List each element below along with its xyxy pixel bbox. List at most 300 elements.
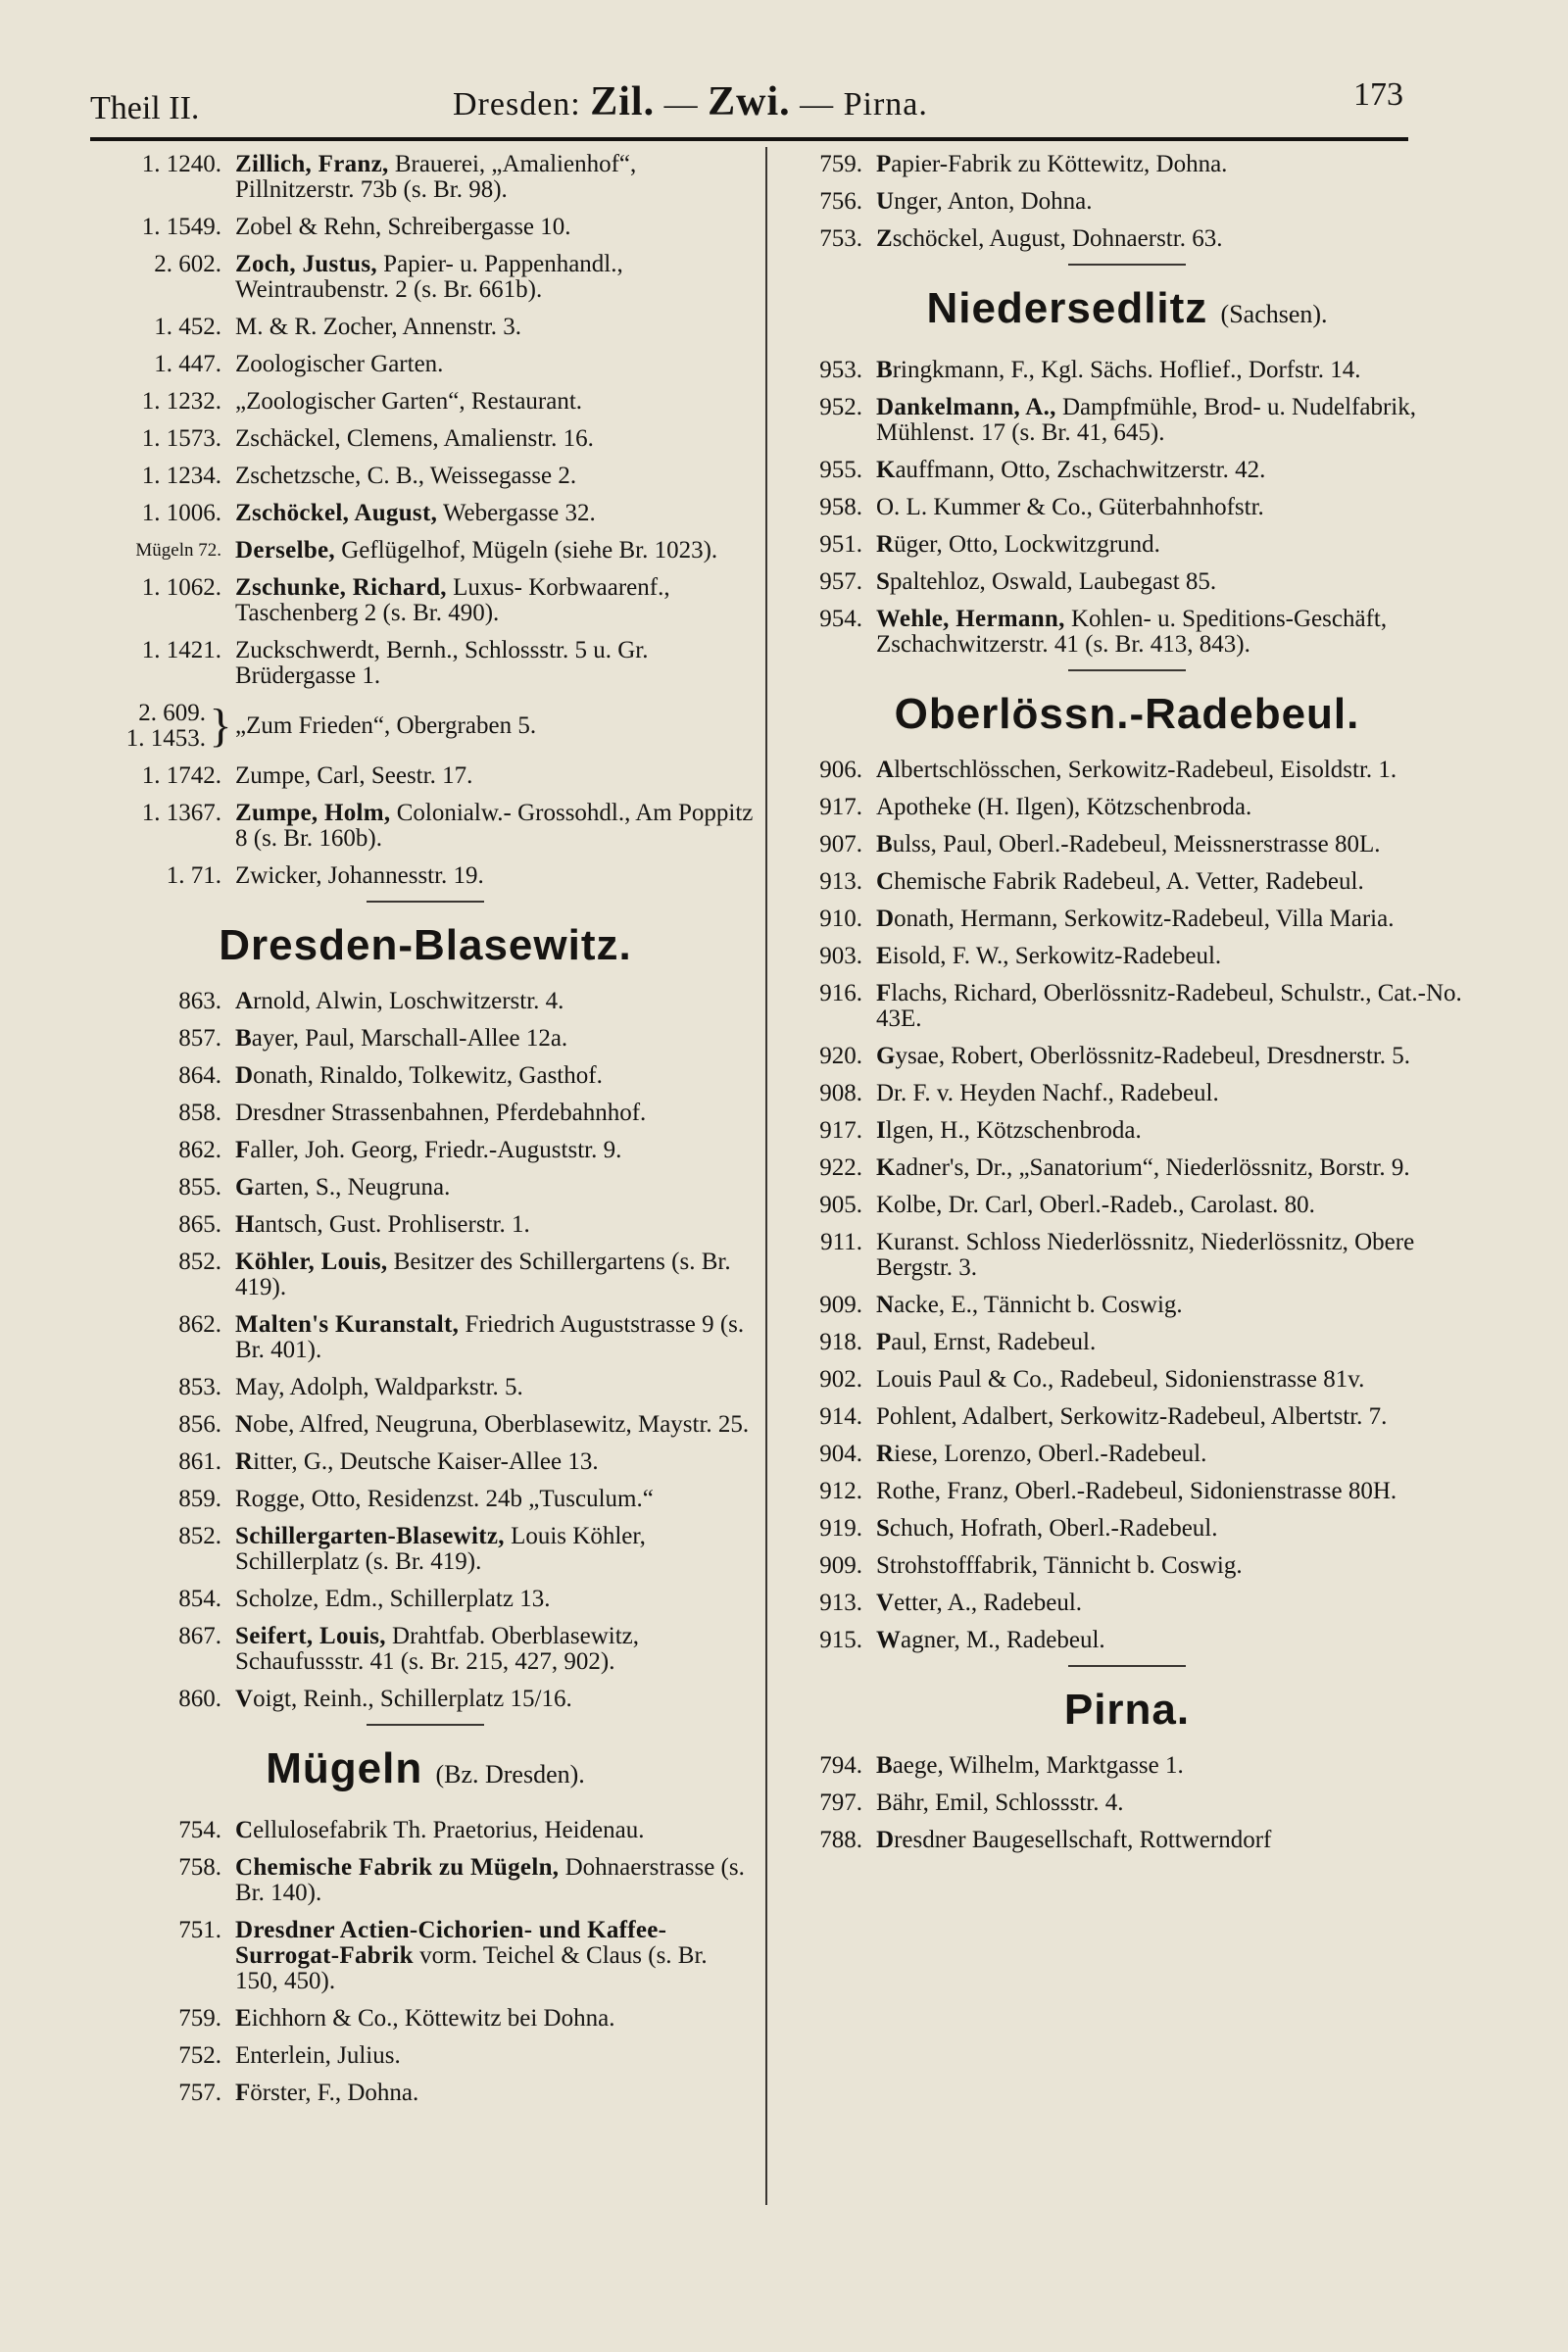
- entry-text: [876, 1828, 1470, 1853]
- entry-number: 903.: [819, 943, 862, 969]
- entry-detail: üger, Otto, Lockwitzgrund.: [894, 531, 1160, 558]
- directory-entry: [784, 1404, 1470, 1430]
- entry-name: Zschunke, Richard,: [235, 574, 447, 601]
- directory-entry: [784, 1553, 1470, 1579]
- entry-number: 862.: [178, 1311, 221, 1338]
- directory-entry: [784, 1367, 1470, 1393]
- entry-text: [235, 863, 755, 889]
- entry-text: [235, 1449, 755, 1475]
- entry-number: 918.: [819, 1329, 862, 1355]
- entry-number: 853.: [178, 1374, 221, 1400]
- entry-text: [876, 869, 1470, 895]
- entry-initial: R: [235, 1448, 254, 1475]
- entry-detail: Luxus- Korbwaarenf., Taschenberg 2 (s. Br. 490).: [235, 574, 670, 626]
- entry-initial: G: [876, 1043, 896, 1069]
- entry-initial: B: [876, 357, 893, 383]
- directory-entry: [96, 2081, 755, 2106]
- directory-entry: [784, 1193, 1470, 1218]
- directory-entry: [96, 1855, 755, 1906]
- entry-initial: F: [876, 980, 892, 1006]
- entry-name: Seifert, Louis,: [235, 1623, 386, 1649]
- directory-entry: [96, 1587, 755, 1612]
- entry-number: 913.: [819, 868, 862, 895]
- entry-text: [876, 1118, 1470, 1144]
- entry-detail: ellulosefabrik Th. Praetorius, Heidenau.: [253, 1817, 645, 1843]
- entry-text: [235, 538, 755, 564]
- entry-text: [876, 1553, 1470, 1579]
- entry-number: 910.: [819, 906, 862, 932]
- entry-detail: Zoologischer Garten.: [235, 351, 444, 377]
- entry-name: Köhler, Louis,: [235, 1249, 388, 1275]
- entry-detail: lachs, Richard, Oberlössnitz-Radebeul, Schulstr., Cat.-No. 43E.: [876, 980, 1462, 1032]
- entry-number: 856.: [178, 1411, 221, 1438]
- directory-entry: [784, 1516, 1470, 1542]
- entry-text: [235, 801, 755, 852]
- entry-number: 908.: [819, 1080, 862, 1106]
- entry-text: [876, 1404, 1470, 1430]
- range-end: Zwi.: [708, 79, 791, 124]
- dash: —: [800, 86, 835, 122]
- directory-entry: [96, 1212, 755, 1238]
- entry-text: [876, 944, 1470, 969]
- entry-number: Mügeln 72.: [135, 540, 221, 561]
- entry-text: [235, 1138, 755, 1163]
- entry-text: [235, 638, 755, 689]
- entry-text: [876, 1044, 1470, 1069]
- directory-entry: [96, 1687, 755, 1712]
- section-divider: [1068, 669, 1186, 671]
- entry-text: [876, 532, 1470, 558]
- directory-entry: [96, 426, 755, 452]
- entry-detail: Pohlent, Adalbert, Serkowitz-Radebeul, Albertstr. 7.: [876, 1403, 1388, 1430]
- entry-detail: aul, Ernst, Radebeul.: [891, 1329, 1097, 1355]
- entry-number: 852.: [178, 1249, 221, 1275]
- entry-initial: U: [876, 188, 895, 215]
- directory-entry: [96, 1487, 755, 1512]
- directory-entry: [96, 1818, 755, 1843]
- entry-detail: May, Adolph, Waldparkstr. 5.: [235, 1374, 523, 1400]
- directory-entry: [784, 1230, 1470, 1281]
- directory-entry: [784, 1790, 1470, 1816]
- entry-number: 852.: [178, 1523, 221, 1549]
- section-subtitle: (Sachsen).: [1220, 300, 1328, 328]
- directory-entry: [784, 1044, 1470, 1069]
- entry-detail: vorm. Teichel & Claus (s. Br. 150, 450).: [235, 1942, 708, 1994]
- entry-number: 753.: [819, 225, 862, 252]
- entry-detail: Zumpe, Carl, Seestr. 17.: [235, 762, 473, 789]
- entry-text: [876, 607, 1470, 658]
- entry-number: 1. 1062.: [141, 574, 221, 601]
- directory-entry: [784, 458, 1470, 483]
- directory-entry: [784, 152, 1470, 177]
- entry-number: 902.: [819, 1366, 862, 1393]
- entry-initial: E: [876, 943, 893, 969]
- section-divider: [1068, 1665, 1186, 1667]
- entry-number: 1. 71.: [166, 862, 221, 889]
- directory-entry: [784, 1828, 1470, 1853]
- entry-text: [876, 981, 1470, 1032]
- entry-text: [235, 1026, 755, 1052]
- entry-text: [876, 1516, 1470, 1542]
- directory-entry: [784, 944, 1470, 969]
- entry-number: 1. 1573.: [141, 425, 221, 452]
- section-divider: [1068, 264, 1186, 266]
- entry-text: [235, 2006, 755, 2032]
- entry-number: 1. 1549.: [141, 214, 221, 240]
- entry-text: [235, 2043, 755, 2069]
- entry-initial: D: [876, 906, 895, 932]
- zillich-list: [96, 152, 755, 689]
- entry-text: [235, 989, 755, 1014]
- entry-text: [235, 1687, 755, 1712]
- entry-number: 922.: [819, 1154, 862, 1181]
- entry-detail: Besitzer des Schillergartens (s. Br. 419).: [235, 1249, 731, 1300]
- entry-name: Schillergarten-Blasewitz,: [235, 1523, 505, 1549]
- entry-detail: obe, Alfred, Neugruna, Oberblasewitz, Maystr. 25.: [253, 1411, 750, 1438]
- section-divider: [367, 1724, 484, 1726]
- entry-detail: lbertschlösschen, Serkowitz-Radebeul, Eisoldstr. 1.: [894, 757, 1397, 783]
- entry-number: 1. 1006.: [141, 500, 221, 526]
- entry-text: [235, 1250, 755, 1300]
- entry-initial: S: [876, 568, 890, 595]
- entry-detail: Zwicker, Johannesstr. 19.: [235, 862, 484, 889]
- entry-name: Zoch, Justus,: [235, 251, 377, 277]
- entry-number: 864.: [178, 1062, 221, 1089]
- entry-number: 751.: [178, 1917, 221, 1943]
- entry-number: 788.: [819, 1827, 862, 1853]
- entry-initial: F: [235, 1137, 251, 1163]
- entry-text: [235, 1063, 755, 1089]
- entry-text: [876, 758, 1470, 783]
- entry-number: 958.: [819, 494, 862, 520]
- entry-number: 954.: [819, 606, 862, 632]
- entry-text: [235, 1918, 755, 1994]
- entry-detail: ringkmann, F., Kgl. Sächs. Hoflief., Dorfstr. 14.: [892, 357, 1361, 383]
- entry-number: 1. 1367.: [141, 800, 221, 826]
- entry-text: [876, 1628, 1470, 1653]
- entry-detail: Zschetzsche, C. B., Weissegasse 2.: [235, 463, 577, 489]
- directory-entry: [96, 863, 755, 889]
- entry-detail: oigt, Reinh., Schillerplatz 15/16.: [253, 1686, 572, 1712]
- entry-detail: „Zoologischer Garten“, Restaurant.: [235, 388, 583, 415]
- section-title-pirna: Pirna.: [1063, 1686, 1191, 1734]
- entry-number: 905.: [819, 1192, 862, 1218]
- entry-name: Derselbe,: [235, 537, 335, 564]
- entry-number: 754.: [178, 1817, 221, 1843]
- entry-numbers: [96, 701, 206, 752]
- entry-detail: resdner Baugesellschaft, Rottwerndorf: [894, 1827, 1272, 1853]
- entry-number: 794.: [819, 1752, 862, 1779]
- entry-number: 911.: [820, 1229, 862, 1255]
- entry-number: 858.: [178, 1100, 221, 1126]
- entry-text: [876, 1790, 1470, 1816]
- entry-number: 861.: [178, 1448, 221, 1475]
- entry-number: 2. 609.: [138, 700, 206, 726]
- entry-number: 917.: [819, 794, 862, 820]
- directory-entry: [96, 389, 755, 415]
- entry-text: [876, 395, 1470, 446]
- entry-text: [876, 832, 1470, 858]
- entry-number: 1. 1232.: [141, 388, 221, 415]
- section-subtitle: (Bz. Dresden).: [435, 1760, 585, 1788]
- entry-number: 1. 1421.: [141, 637, 221, 663]
- directory-entry: [784, 906, 1470, 932]
- entry-text: [235, 1212, 755, 1238]
- entry-detail: Enterlein, Julius.: [235, 2042, 401, 2069]
- entry-initial: C: [235, 1817, 254, 1843]
- entry-number: 2. 602.: [154, 251, 221, 277]
- entry-initial: H: [235, 1211, 255, 1238]
- section-title-niedersedlitz: [784, 283, 1470, 340]
- mugeln-list: [96, 1818, 755, 2106]
- entry-number: 859.: [178, 1486, 221, 1512]
- directory-entry: [96, 1375, 755, 1400]
- city-label: Dresden:: [453, 86, 581, 122]
- directory-entry: [784, 1155, 1470, 1181]
- entry-text: [876, 906, 1470, 932]
- zumpe-list: [96, 763, 755, 889]
- entry-initial: G: [235, 1174, 255, 1200]
- entry-text: [235, 1487, 755, 1512]
- entry-text: [876, 458, 1470, 483]
- entry-text: [876, 1155, 1470, 1181]
- directory-entry: [96, 501, 755, 526]
- entry-text: [876, 1193, 1470, 1218]
- entry-text: [876, 1442, 1470, 1467]
- entry-text: [235, 352, 755, 377]
- column-divider: [765, 147, 767, 2205]
- entry-initial: N: [235, 1411, 254, 1438]
- entry-detail: acke, E., Tännicht b. Coswig.: [894, 1292, 1183, 1318]
- entry-detail: Apotheke (H. Ilgen), Kötzschenbroda.: [876, 794, 1252, 820]
- entry-detail: etter, A., Radebeul.: [894, 1590, 1083, 1616]
- directory-entry: [96, 1250, 755, 1300]
- entry-initial: N: [876, 1292, 895, 1318]
- blasewitz-list: [96, 989, 755, 1712]
- directory-entry: [96, 1175, 755, 1200]
- oberloessnitz-list: [784, 758, 1470, 1653]
- entry-initial: P: [876, 151, 892, 177]
- entry-detail: Zuckschwerdt, Bernh., Schlossstr. 5 u. Gr. Brüdergasse 1.: [235, 637, 649, 689]
- directory-entry: [784, 869, 1470, 895]
- entry-detail: Rothe, Franz, Oberl.-Radebeul, Sidonienstrasse 80H.: [876, 1478, 1397, 1504]
- entry-number: 915.: [819, 1627, 862, 1653]
- directory-entry: [784, 1081, 1470, 1106]
- directory-entry: [96, 1412, 755, 1438]
- entry-number: 916.: [819, 980, 862, 1006]
- directory-entry: [96, 1101, 755, 1126]
- directory-entry: [96, 1524, 755, 1575]
- directory-entry: [784, 569, 1470, 595]
- entry-number: 909.: [819, 1292, 862, 1318]
- directory-entry: [96, 1624, 755, 1675]
- entry-number: 855.: [178, 1174, 221, 1200]
- directory-entry: [784, 226, 1470, 252]
- entry-initial: A: [876, 757, 895, 783]
- entry-initial: P: [876, 1329, 892, 1355]
- entry-initial: B: [876, 831, 893, 858]
- directory-entry: [784, 358, 1470, 383]
- entry-detail: isold, F. W., Serkowitz-Radebeul.: [892, 943, 1222, 969]
- directory-entry: [784, 189, 1470, 215]
- entry-text: [235, 389, 755, 415]
- directory-entry: [784, 495, 1470, 520]
- entry-text: [235, 464, 755, 489]
- entry-detail: ayer, Paul, Marschall-Allee 12a.: [251, 1025, 568, 1052]
- entry-text: [235, 1855, 755, 1906]
- entry-text: [235, 426, 755, 452]
- entry-number: 865.: [178, 1211, 221, 1238]
- entry-detail: adner's, Dr., „Sanatorium“, Niederlössnitz, Borstr. 9.: [895, 1154, 1410, 1181]
- entry-detail: Papier- u. Pappenhandl., Weintraubenstr. 2 (s. Br. 661b).: [235, 251, 623, 303]
- entry-detail: itter, G., Deutsche Kaiser-Allee 13.: [253, 1448, 599, 1475]
- entry-text: [235, 763, 755, 789]
- part-label: Theil II.: [90, 90, 200, 126]
- directory-entry: [96, 2006, 755, 2032]
- entry-number: 1. 1453.: [125, 725, 206, 752]
- directory-entry: [96, 801, 755, 852]
- brace-icon: }: [209, 700, 232, 752]
- entry-initial: R: [876, 1441, 895, 1467]
- entry-text: [876, 795, 1470, 820]
- entry-detail: arten, S., Neugruna.: [254, 1174, 451, 1200]
- entry-detail: chuch, Hofrath, Oberl.-Radebeul.: [889, 1515, 1218, 1542]
- pirna-list: [784, 1753, 1470, 1853]
- section-title-mugeln: [96, 1743, 755, 1800]
- entry-number: 953.: [819, 357, 862, 383]
- section-title-text: Mügeln: [266, 1744, 423, 1792]
- entry-text: [235, 315, 755, 340]
- entry-initial: I: [876, 1117, 886, 1144]
- entry-text: [235, 1587, 755, 1612]
- bracketed-entry: [96, 701, 755, 752]
- entry-text: [235, 1101, 755, 1126]
- entry-detail: nger, Anton, Dohna.: [894, 188, 1093, 215]
- directory-entry: [96, 1918, 755, 1994]
- directory-entry: [96, 538, 755, 564]
- entry-detail: Friedrich Auguststrasse 9 (s. Br. 401).: [235, 1311, 745, 1363]
- entry-detail: agner, M., Radebeul.: [901, 1627, 1105, 1653]
- entry-number: 904.: [819, 1441, 862, 1467]
- entry-detail: „Zum Frieden“, Obergraben 5.: [235, 712, 537, 739]
- entry-detail: Dohnaerstrasse (s. Br. 140).: [235, 1854, 745, 1906]
- left-column: [96, 152, 755, 2118]
- entry-text: [876, 1479, 1470, 1504]
- page-number: 173: [1353, 76, 1403, 113]
- entry-detail: rnold, Alwin, Loschwitzerstr. 4.: [253, 988, 564, 1014]
- entry-text: [876, 1081, 1470, 1106]
- entry-number: 1. 452.: [154, 314, 221, 340]
- entry-detail: ichhorn & Co., Köttewitz bei Dohna.: [251, 2005, 615, 2032]
- entry-text: [876, 569, 1470, 595]
- directory-entry: [784, 1753, 1470, 1779]
- entry-initial: A: [235, 988, 254, 1014]
- entry-detail: lgen, H., Kötzschenbroda.: [885, 1117, 1142, 1144]
- entry-detail: Webergasse 32.: [442, 500, 596, 526]
- entry-text: [235, 152, 755, 203]
- entry-initial: B: [876, 1752, 893, 1779]
- entry-initial: C: [876, 868, 895, 895]
- entry-initial: K: [876, 1154, 896, 1181]
- entry-detail: Kolbe, Dr. Carl, Oberl.-Radeb., Carolast. 80.: [876, 1192, 1315, 1218]
- entry-number: 919.: [819, 1515, 862, 1542]
- entry-initial: S: [876, 1515, 890, 1542]
- entry-name: Zumpe, Holm,: [235, 800, 391, 826]
- entry-number: 757.: [178, 2080, 221, 2106]
- entry-detail: Zschäckel, Clemens, Amalienstr. 16.: [235, 425, 594, 452]
- directory-entry: [784, 607, 1470, 658]
- entry-text: [235, 1818, 755, 1843]
- entry-initial: V: [876, 1590, 895, 1616]
- range-start: Zil.: [590, 79, 656, 124]
- entry-name: Zillich, Franz,: [235, 151, 389, 177]
- entry-text: [876, 152, 1470, 177]
- entry-number: 860.: [178, 1686, 221, 1712]
- range-next: Pirna.: [843, 86, 928, 122]
- directory-entry: [784, 1293, 1470, 1318]
- entry-detail: schöckel, August, Dohnaerstr. 63.: [892, 225, 1223, 252]
- section-title-text: Niedersedlitz: [926, 284, 1208, 332]
- entry-detail: Geflügelhof, Mügeln (siehe Br. 1023).: [341, 537, 718, 564]
- entry-number: 862.: [178, 1137, 221, 1163]
- directory-entry: [96, 252, 755, 303]
- entry-detail: antsch, Gust. Prohliserstr. 1.: [254, 1211, 530, 1238]
- entry-detail: Dr. F. v. Heyden Nachf., Radebeul.: [876, 1080, 1219, 1106]
- directory-entry: [96, 315, 755, 340]
- entry-number: 759.: [819, 151, 862, 177]
- directory-entry: [96, 352, 755, 377]
- section-range: [453, 78, 928, 125]
- entry-number: 797.: [819, 1789, 862, 1816]
- entry-detail: Dresdner Strassenbahnen, Pferdebahnhof.: [235, 1100, 647, 1126]
- niedersedlitz-list: [784, 358, 1470, 658]
- entry-initial: Z: [876, 225, 893, 252]
- entry-detail: iese, Lorenzo, Oberl.-Radebeul.: [894, 1441, 1207, 1467]
- running-head: [90, 76, 1403, 131]
- entry-number: 917.: [819, 1117, 862, 1144]
- entry-name: Chemische Fabrik zu Mügeln,: [235, 1854, 560, 1881]
- entry-number: 1. 1240.: [141, 151, 221, 177]
- dash: —: [663, 86, 699, 122]
- entry-detail: Brauerei, „Amalienhof“, Pillnitzerstr. 73b (s. Br. 98).: [235, 151, 637, 203]
- entry-number: 1. 1742.: [141, 762, 221, 789]
- entry-detail: Colonialw.- Grossohdl., Am Poppitz 8 (s. Br. 160b).: [235, 800, 754, 852]
- entry-initial: K: [876, 457, 896, 483]
- entry-initial: E: [235, 2005, 252, 2032]
- entry-text: [235, 1524, 755, 1575]
- entry-detail: aege, Wilhelm, Marktgasse 1.: [892, 1752, 1184, 1779]
- entry-number: 758.: [178, 1854, 221, 1881]
- directory-entry: [96, 1026, 755, 1052]
- entry-name: Dresdner Actien-Cichorien- und Kaffee-Surrogat-Fabrik: [235, 1917, 667, 1969]
- directory-entry: [784, 1118, 1470, 1144]
- entry-number: 914.: [819, 1403, 862, 1430]
- entry-text: [876, 358, 1470, 383]
- section-divider: [367, 901, 484, 903]
- entry-initial: F: [235, 2080, 251, 2106]
- directory-entry: [96, 1312, 755, 1363]
- entry-number: 756.: [819, 188, 862, 215]
- directory-entry: [96, 763, 755, 789]
- entry-initial: V: [235, 1686, 254, 1712]
- entry-text: [876, 1367, 1470, 1393]
- entry-initial: B: [235, 1025, 252, 1052]
- entry-detail: Rogge, Otto, Residenzst. 24b „Tusculum.“: [235, 1486, 654, 1512]
- entry-text: [876, 1293, 1470, 1318]
- entry-detail: onath, Rinaldo, Tolkewitz, Gasthof.: [253, 1062, 603, 1089]
- entry-detail: Dampfmühle, Brod- u. Nudelfabrik, Mühlenst. 17 (s. Br. 41, 645).: [876, 394, 1416, 446]
- directory-entry: [784, 1479, 1470, 1504]
